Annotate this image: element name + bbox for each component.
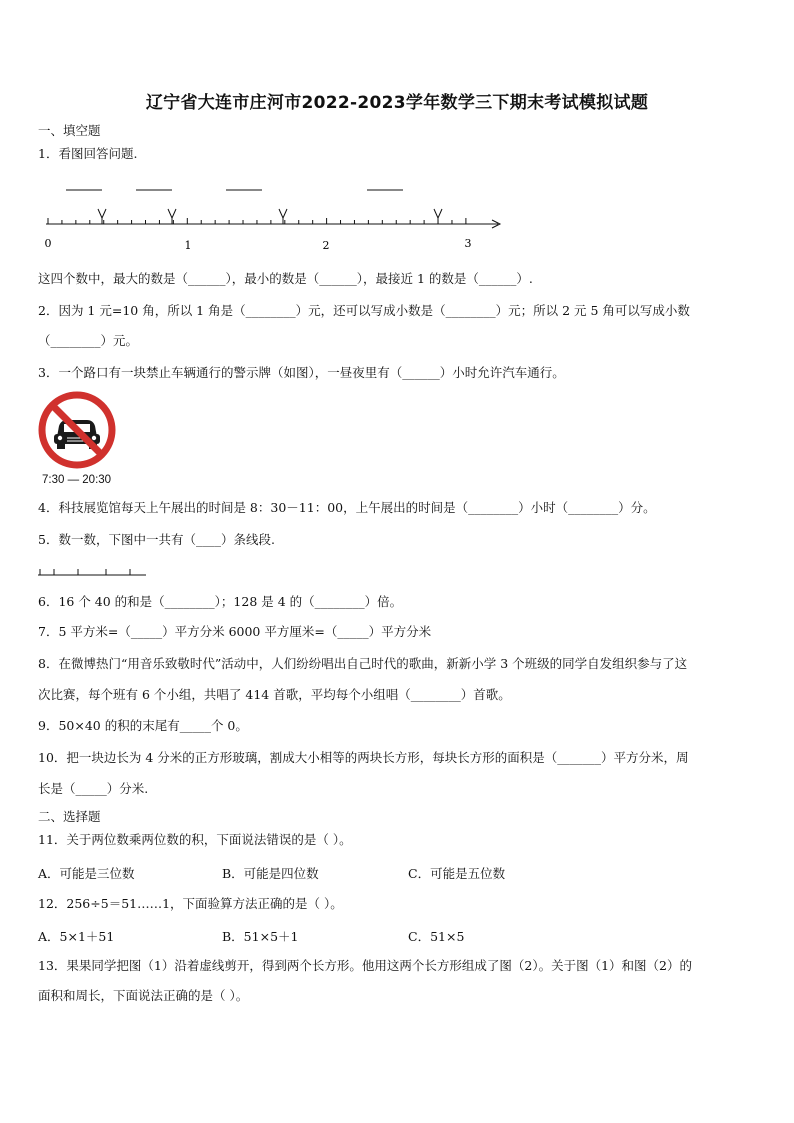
question-11-option-c[interactable]: C．可能是五位数 <box>408 866 506 881</box>
tick-label-2: 2 <box>322 239 330 252</box>
pointer-arrow-4 <box>434 209 442 224</box>
question-1-text: 这四个数中，最大的数是（______），最小的数是（______），最接近 1 的数是（______）. <box>38 271 533 286</box>
question-8-line-1: 8．在微博热门“用音乐致敬时代”活动中，人们纷纷唱出自己时代的歌曲，新新小学 3 个班级的同学自发组织参与了这 <box>38 656 688 671</box>
question-10-line-2: 长是（_____）分米. <box>38 781 149 796</box>
sign-time-caption: 7:30 — 20:30 <box>42 474 112 486</box>
question-13-line-2: 面积和周长，下面说法正确的是（ ）。 <box>38 988 249 1003</box>
question-11-stem: 11．关于两位数乘两位数的积，下面说法错误的是（ ）。 <box>38 832 352 847</box>
number-line-ticks <box>48 218 466 224</box>
no-vehicles-sign <box>37 390 117 470</box>
pointer-arrow-3 <box>279 209 287 224</box>
line-segment-figure <box>38 565 150 579</box>
tick-label-3: 3 <box>464 237 472 250</box>
question-6-text: 6．16 个 40 的和是（________）；128 是 4 的（________）倍。 <box>38 594 403 609</box>
question-9-text: 9．50×40 的积的末尾有_____个 0。 <box>38 718 248 733</box>
page-title: 辽宁省大连市庄河市2022-2023学年数学三下期末考试模拟试题 <box>145 93 649 113</box>
question-13-line-1: 13．果果同学把图（1）沿着虚线剪开，得到两个长方形。他用这两个长方形组成了图（2）。关于图（1）和图（2）的 <box>38 958 692 973</box>
question-11-option-a[interactable]: A．可能是三位数 <box>38 866 135 881</box>
question-8-line-2: 次比赛，每个班有 6 个小组，共唱了 414 首歌，平均每个小组唱（________）首歌。 <box>38 687 511 702</box>
question-2-line-2: （________）元。 <box>38 333 139 348</box>
pointer-arrow-2 <box>168 209 176 224</box>
question-7-text: 7．5 平方米=（_____）平方分米 6000 平方厘米=（_____）平方分米 <box>38 624 432 639</box>
section-multiple-choice: 二、选择题 <box>38 809 101 824</box>
question-11-option-b[interactable]: B．可能是四位数 <box>222 866 319 881</box>
number-line-figure <box>40 180 510 255</box>
question-12-option-c[interactable]: C．51×5 <box>408 929 465 944</box>
tick-label-0: 0 <box>44 237 52 250</box>
question-12-stem: 12．256÷5＝51……1，下面验算方法正确的是（ ）。 <box>38 896 343 911</box>
question-12-option-b[interactable]: B．51×5＋1 <box>222 929 299 944</box>
question-3-text: 3．一个路口有一块禁止车辆通行的警示牌（如图），一昼夜里有（______）小时允许汽车通行。 <box>38 365 565 380</box>
question-4-text: 4．科技展览馆每天上午展出的时间是 8：30－11：00，上午展出的时间是（________）小时（________）分。 <box>38 500 656 515</box>
section-fill-in: 一、填空题 <box>38 123 101 138</box>
question-5-text: 5．数一数，下图中一共有（____）条线段. <box>38 532 275 547</box>
question-10-line-1: 10．把一块边长为 4 分米的正方形玻璃，割成大小相等的两块长方形，每块长方形的面积是（_______）平方分米，周 <box>38 750 689 765</box>
tick-label-1: 1 <box>184 239 192 252</box>
question-2-line-1: 2．因为 1 元=10 角，所以 1 角是（________）元，还可以写成小数是（________）元；所以 2 元 5 角可以写成小数 <box>38 303 690 318</box>
question-1-stem: 1．看图回答问题. <box>38 146 138 161</box>
pointer-arrow-1 <box>98 209 106 224</box>
question-12-option-a[interactable]: A．5×1＋51 <box>38 929 115 944</box>
